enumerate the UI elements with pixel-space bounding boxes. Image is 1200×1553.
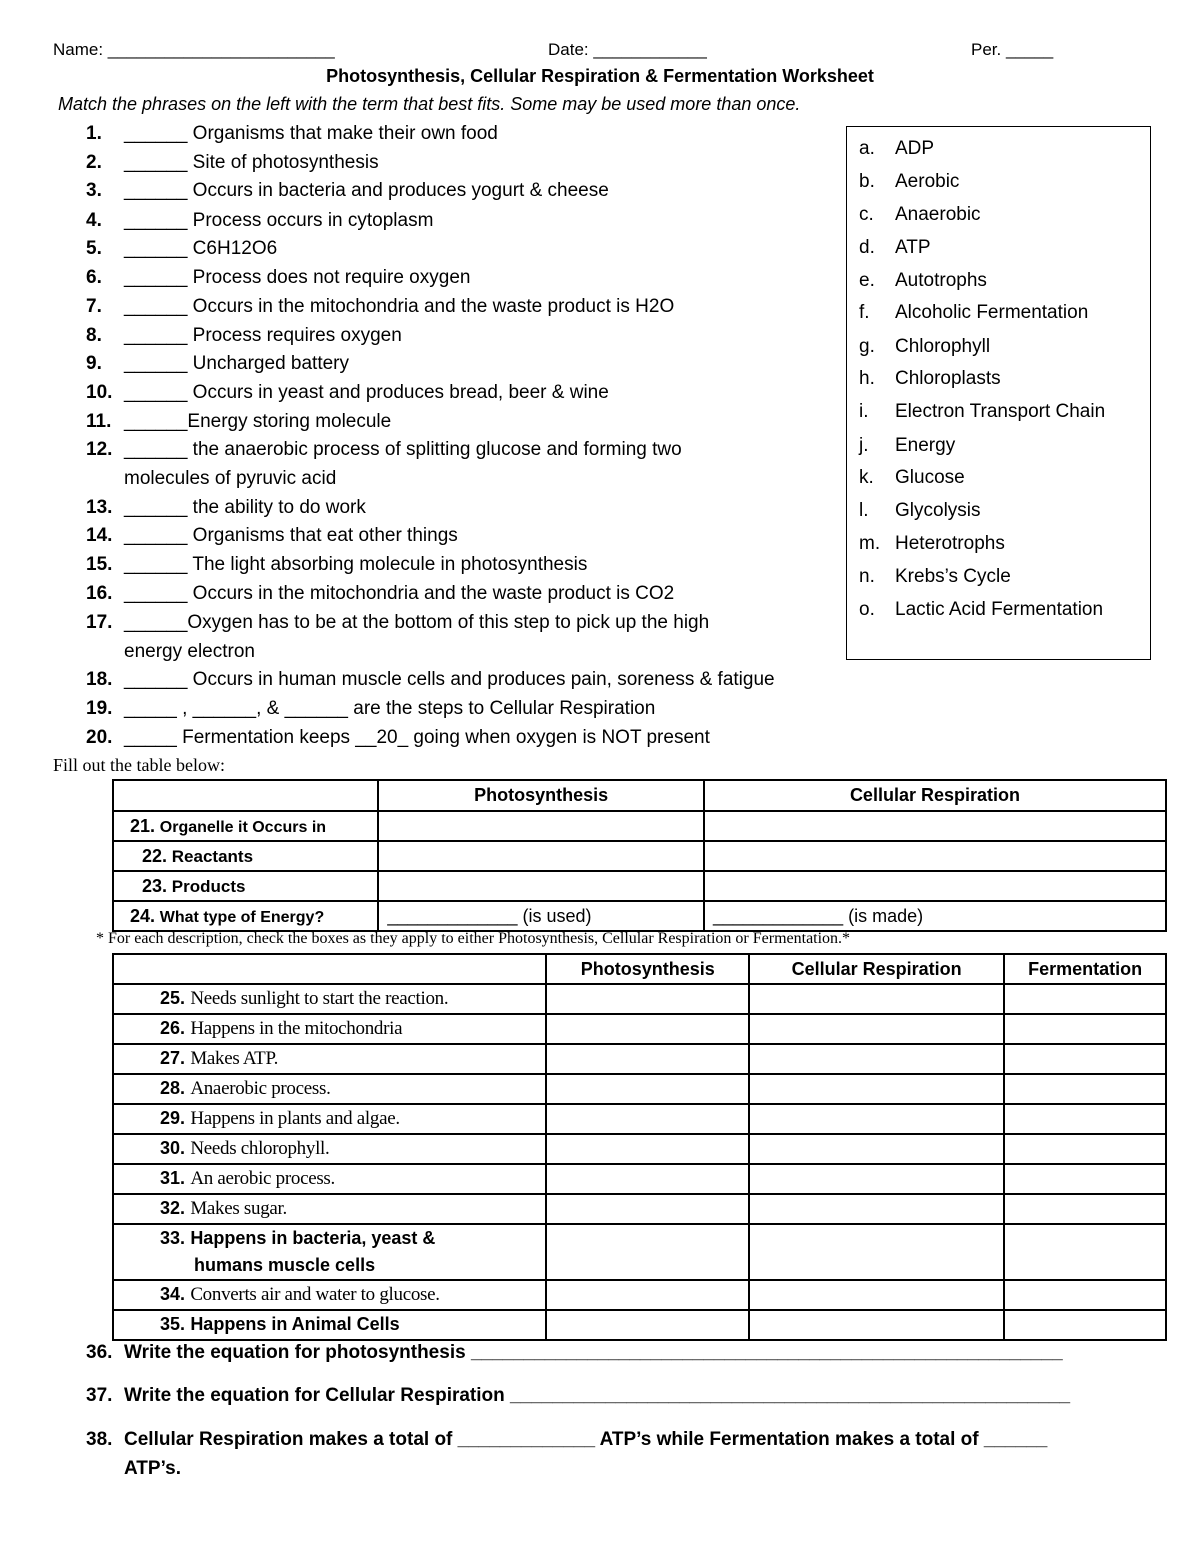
question-number: 36. — [86, 1342, 113, 1363]
answer-option — [859, 199, 981, 231]
row-label — [113, 1194, 546, 1224]
question-text: ______Oxygen has to be at the bottom of this step to pick up the high — [124, 612, 710, 633]
row-number: 21. — [130, 815, 156, 836]
answer-letter: h. — [859, 368, 875, 389]
row-text: Needs sunlight to start the reaction. — [190, 988, 449, 1009]
row-label — [113, 1074, 546, 1104]
energy-used-cell[interactable]: _____________ (is used) — [378, 901, 704, 931]
answer-option — [859, 528, 1005, 560]
question-text: ______ Uncharged battery — [124, 353, 349, 374]
answer-letter: f. — [859, 302, 870, 323]
answer-bank — [846, 126, 1151, 660]
question-38[interactable] — [86, 1429, 1047, 1451]
table-row — [113, 984, 1166, 1014]
row-number: 30. — [160, 1138, 186, 1158]
answer-term: Glucose — [895, 467, 965, 488]
answer-term: Glycolysis — [895, 500, 981, 521]
question-text: ______ Occurs in bacteria and produces yogurt & cheese — [124, 180, 609, 201]
check-cell[interactable] — [546, 1280, 749, 1310]
row-text: An aerobic process. — [190, 1168, 335, 1189]
answer-letter: k. — [859, 467, 874, 488]
table-header-cellular-respiration: Cellular Respiration — [749, 954, 1004, 984]
answer-option — [859, 166, 959, 198]
name-field-label[interactable]: Name: ________________________ — [53, 40, 335, 59]
table-row — [113, 901, 1166, 931]
check-cell[interactable] — [749, 1224, 1004, 1280]
row-number: 28. — [160, 1078, 186, 1098]
answer-option — [859, 265, 987, 297]
check-cell[interactable] — [749, 1074, 1004, 1104]
answer-term: Aerobic — [895, 171, 960, 192]
table-header-photosynthesis: Photosynthesis — [378, 780, 704, 811]
answer-cell[interactable] — [378, 841, 704, 871]
question-text: ______ Organisms that make their own food — [124, 123, 498, 144]
question-text: ______ Process occurs in cytoplasm — [124, 210, 434, 231]
question-text-continued: molecules of pyruvic acid — [124, 468, 337, 489]
answer-option — [859, 133, 934, 165]
table-header-fermentation: Fermentation — [1004, 954, 1166, 984]
question-text: Cellular Respiration makes a total of _____________ ATP’s while Fermentation makes a total of ______ — [124, 1429, 1048, 1450]
question-text: _____ Fermentation keeps __20_ going when oxygen is NOT present — [124, 727, 710, 748]
question-text-continued: energy electron — [124, 641, 255, 662]
check-cell[interactable] — [546, 1134, 749, 1164]
answer-option — [859, 430, 955, 462]
energy-made-cell[interactable]: _____________ (is made) — [704, 901, 1166, 931]
answer-term: Alcoholic Fermentation — [895, 302, 1089, 323]
question-number: 10. — [86, 382, 113, 403]
answer-term: Heterotrophs — [895, 533, 1005, 554]
row-text: Products — [171, 876, 246, 896]
row-text: Happens in plants and algae. — [190, 1108, 400, 1129]
row-number: 24. — [130, 905, 156, 926]
row-text-continued: humans muscle cells — [194, 1255, 376, 1275]
question-number: 8. — [86, 325, 102, 346]
question-number: 16. — [86, 583, 113, 604]
date-field-label[interactable]: Date: ____________ — [548, 40, 707, 59]
check-cell[interactable] — [749, 1280, 1004, 1310]
check-cell[interactable] — [1004, 1044, 1166, 1074]
answer-cell[interactable] — [704, 841, 1166, 871]
check-cell[interactable] — [749, 1164, 1004, 1194]
question-number: 4. — [86, 210, 102, 231]
answer-term: Electron Transport Chain — [895, 401, 1106, 422]
table2-note: * For each description, check the boxes as they apply to either Photosynthesis, Cellular Respiration or Fermentation.* — [96, 930, 851, 947]
answer-option — [859, 495, 981, 527]
table-row — [113, 1134, 1166, 1164]
answer-term: Chlorophyll — [895, 336, 991, 357]
row-label — [113, 1014, 546, 1044]
question-38-continued: ATP’s. — [124, 1458, 182, 1479]
question-number: 2. — [86, 152, 102, 173]
check-cell[interactable] — [749, 1310, 1004, 1340]
check-cell[interactable] — [546, 1104, 749, 1134]
question-text: ______ the anaerobic process of splitting glucose and forming two — [124, 439, 682, 460]
row-number: 22. — [142, 845, 168, 866]
check-cell[interactable] — [749, 1014, 1004, 1044]
check-cell[interactable] — [1004, 1194, 1166, 1224]
table-row — [113, 1164, 1166, 1194]
question-text: ______ Organisms that eat other things — [124, 525, 458, 546]
table-row — [113, 871, 1166, 901]
row-text: Happens in bacteria, yeast & — [190, 1228, 436, 1248]
check-cell[interactable] — [546, 1224, 749, 1280]
answer-term: Anaerobic — [895, 204, 981, 225]
question-number: 19. — [86, 698, 113, 719]
question-37[interactable] — [86, 1385, 1070, 1407]
question-text: ______ Process does not require oxygen — [124, 267, 471, 288]
check-cell[interactable] — [749, 1044, 1004, 1074]
table-row — [113, 811, 1166, 841]
check-cell[interactable] — [1004, 1164, 1166, 1194]
answer-letter: e. — [859, 270, 875, 291]
answer-option — [859, 297, 1088, 329]
question-number: 18. — [86, 669, 113, 690]
check-cell[interactable] — [546, 1074, 749, 1104]
answer-option — [859, 232, 931, 264]
instructions: Match the phrases on the left with the term that best fits. Some may be used more than once. — [58, 94, 801, 114]
row-label — [113, 1104, 546, 1134]
answer-letter: d. — [859, 237, 875, 258]
table-header-photosynthesis: Photosynthesis — [546, 954, 749, 984]
question-number: 1. — [86, 123, 102, 144]
question-number: 9. — [86, 353, 102, 374]
row-label — [113, 811, 378, 841]
row-text: Makes ATP. — [190, 1048, 279, 1069]
answer-option — [859, 561, 1011, 593]
row-text: Needs chlorophyll. — [190, 1138, 330, 1159]
row-label — [113, 984, 546, 1014]
table-row — [113, 1310, 1166, 1340]
check-cell[interactable] — [546, 984, 749, 1014]
table-row — [113, 1014, 1166, 1044]
row-number: 31. — [160, 1168, 186, 1188]
row-label — [113, 1134, 546, 1164]
row-text: Organelle it Occurs in — [159, 818, 327, 836]
row-number: 26. — [160, 1018, 186, 1038]
check-cell[interactable] — [1004, 1310, 1166, 1340]
question-text: ______ Occurs in human muscle cells and produces pain, soreness & fatigue — [124, 669, 775, 690]
table-row — [113, 1074, 1166, 1104]
table-row — [113, 1194, 1166, 1224]
answer-term: Autotrophs — [895, 270, 987, 291]
check-cell[interactable] — [546, 1044, 749, 1074]
answer-option — [859, 396, 1105, 428]
question-number: 38. — [86, 1429, 113, 1450]
table-row — [113, 841, 1166, 871]
row-number: 25. — [160, 988, 186, 1008]
question-text: ______ The light absorbing molecule in photosynthesis — [124, 554, 588, 575]
question-number: 13. — [86, 497, 113, 518]
worksheet-title: Photosynthesis, Cellular Respiration & Fermentation Worksheet — [326, 66, 874, 86]
check-cell[interactable] — [546, 1310, 749, 1340]
table-row — [113, 1044, 1166, 1074]
row-label — [113, 1310, 546, 1340]
row-number: 33. — [160, 1228, 186, 1248]
row-number: 29. — [160, 1108, 186, 1128]
question-number: 12. — [86, 439, 113, 460]
row-number: 27. — [160, 1048, 186, 1068]
answer-option — [859, 594, 1103, 626]
answer-option — [859, 462, 965, 494]
answer-letter: j. — [859, 435, 869, 456]
row-label — [113, 1164, 546, 1194]
check-cell[interactable] — [1004, 1224, 1166, 1280]
row-label — [113, 871, 378, 901]
row-number: 32. — [160, 1198, 186, 1218]
answer-term: ADP — [895, 138, 935, 159]
answer-letter: g. — [859, 336, 875, 357]
period-field-label[interactable]: Per. _____ — [971, 40, 1054, 59]
row-text: Reactants — [171, 846, 254, 866]
row-label — [113, 841, 378, 871]
row-text: Happens in Animal Cells — [190, 1314, 400, 1334]
row-text: Makes sugar. — [190, 1198, 287, 1219]
answer-letter: b. — [859, 171, 875, 192]
check-cell[interactable] — [546, 1194, 749, 1224]
row-text: Anaerobic process. — [190, 1078, 331, 1099]
answer-option — [859, 331, 990, 363]
answer-term: Lactic Acid Fermentation — [895, 599, 1104, 620]
row-text: What type of Energy? — [159, 908, 325, 926]
row-label — [113, 1224, 546, 1280]
answer-term: Chloroplasts — [895, 368, 1001, 389]
table-header-row — [113, 780, 1166, 811]
question-number: 11. — [86, 411, 112, 432]
row-label — [113, 1280, 546, 1310]
check-cell[interactable] — [1004, 1074, 1166, 1104]
table-header-blank — [113, 954, 546, 984]
table1-intro: Fill out the table below: — [53, 755, 225, 775]
check-cell[interactable] — [1004, 1134, 1166, 1164]
question-number: 3. — [86, 180, 102, 201]
question-number: 20. — [86, 727, 113, 748]
question-number: 15. — [86, 554, 113, 575]
question-number: 37. — [86, 1385, 113, 1406]
question-text: Write the equation for Cellular Respiration _____________________________________________________ — [124, 1385, 1071, 1406]
row-number: 35. — [160, 1314, 186, 1334]
question-number: 6. — [86, 267, 102, 288]
comparison-table — [112, 779, 1167, 932]
row-text: Converts air and water to glucose. — [190, 1284, 440, 1305]
question-number: 5. — [86, 238, 102, 259]
answer-option — [859, 363, 1001, 395]
question-text: ______ C6H12O6 — [124, 238, 278, 259]
answer-term: ATP — [895, 237, 931, 258]
question-text: ______ Occurs in the mitochondria and the waste product is H2O — [124, 296, 675, 317]
question-text: ______ the ability to do work — [124, 497, 366, 518]
question-number: 7. — [86, 296, 102, 317]
table-header-row — [113, 954, 1166, 984]
check-cell[interactable] — [749, 1134, 1004, 1164]
table-row — [113, 1224, 1166, 1280]
answer-cell[interactable] — [704, 811, 1166, 841]
answer-letter: l. — [859, 500, 869, 521]
check-cell[interactable] — [749, 1194, 1004, 1224]
table-header-blank — [113, 780, 378, 811]
answer-letter: n. — [859, 566, 875, 587]
question-text: ______Energy storing molecule — [124, 411, 392, 432]
answer-letter: a. — [859, 138, 875, 159]
answer-cell[interactable] — [704, 871, 1166, 901]
table-row — [113, 1104, 1166, 1134]
row-number: 34. — [160, 1284, 186, 1304]
question-number: 17. — [86, 612, 113, 633]
question-text: _____ , ______, & ______ are the steps to Cellular Respiration — [124, 698, 656, 719]
check-cell[interactable] — [749, 1104, 1004, 1134]
answer-letter: m. — [859, 533, 881, 554]
row-text: Happens in the mitochondria — [190, 1018, 403, 1039]
answer-letter: c. — [859, 204, 874, 225]
answer-term: Energy — [895, 435, 956, 456]
question-text: ______ Site of photosynthesis — [124, 152, 379, 173]
question-text: Write the equation for photosynthesis ________________________________________________________ — [124, 1342, 1063, 1363]
answer-term: Krebs’s Cycle — [895, 566, 1011, 587]
check-cell[interactable] — [1004, 984, 1166, 1014]
question-text: ______ Occurs in the mitochondria and the waste product is CO2 — [124, 583, 675, 604]
question-36[interactable] — [86, 1342, 1063, 1364]
answer-cell[interactable] — [378, 811, 704, 841]
row-number: 23. — [142, 875, 168, 896]
table-header-cellular-respiration: Cellular Respiration — [704, 780, 1166, 811]
answer-letter: i. — [859, 401, 869, 422]
checkbox-table — [112, 953, 1167, 1341]
row-label — [113, 901, 378, 931]
check-cell[interactable] — [749, 984, 1004, 1014]
answer-letter: o. — [859, 599, 875, 620]
question-text: ______ Process requires oxygen — [124, 325, 402, 346]
table-row — [113, 1280, 1166, 1310]
question-text: ______ Occurs in yeast and produces bread, beer & wine — [124, 382, 609, 403]
check-cell[interactable] — [1004, 1014, 1166, 1044]
check-cell[interactable] — [546, 1014, 749, 1044]
check-cell[interactable] — [546, 1164, 749, 1194]
question-number: 14. — [86, 525, 113, 546]
check-cell[interactable] — [1004, 1104, 1166, 1134]
row-label — [113, 1044, 546, 1074]
answer-cell[interactable] — [378, 871, 704, 901]
check-cell[interactable] — [1004, 1280, 1166, 1310]
